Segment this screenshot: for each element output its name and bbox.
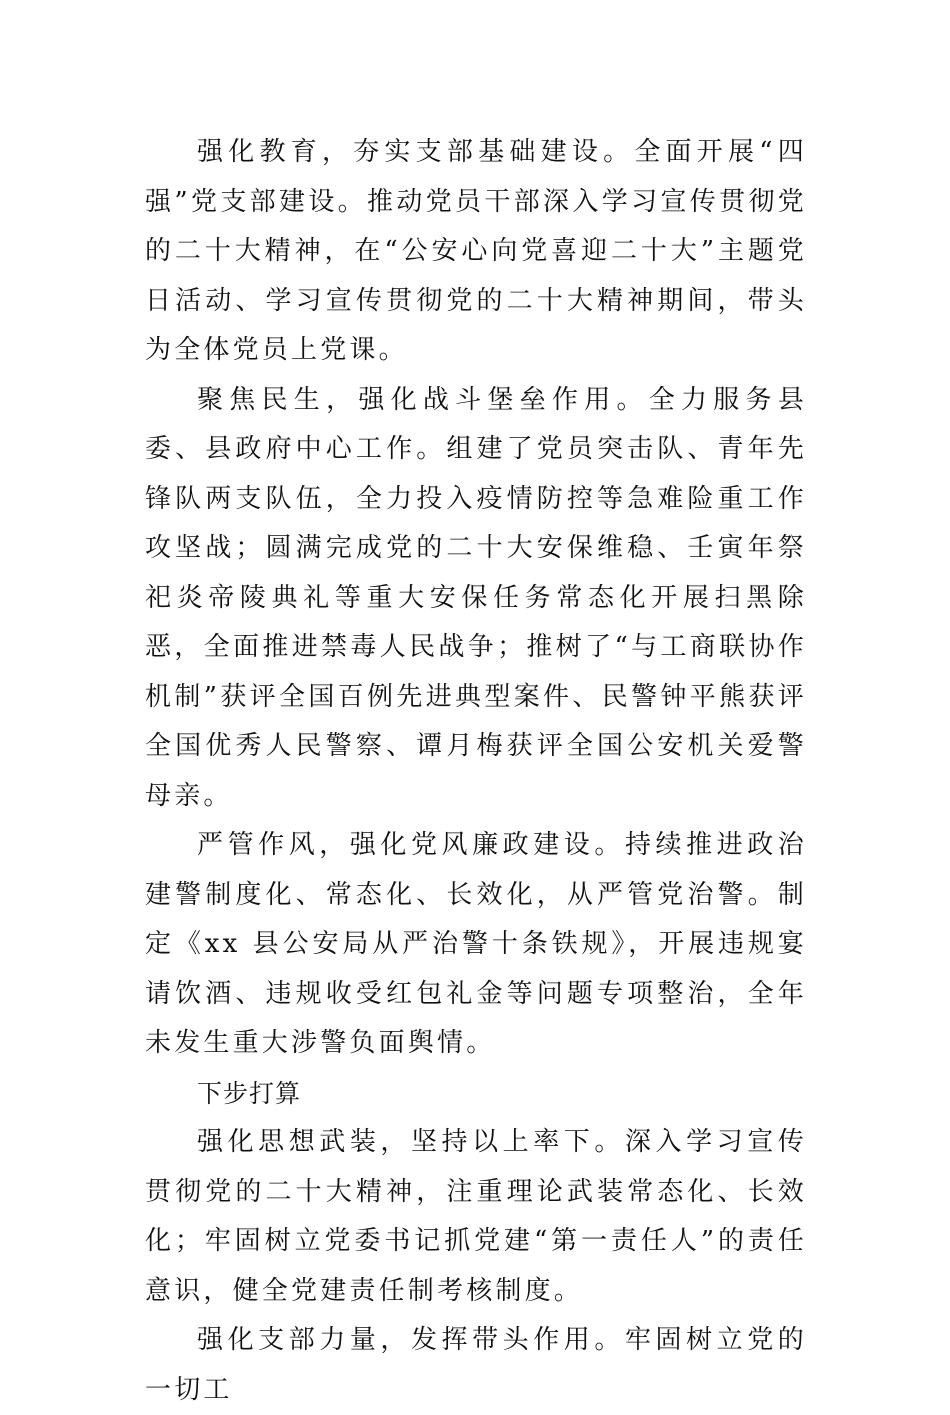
paragraph-education: 强化教育，夯实支部基础建设。全面开展“四强”党支部建设。推动党员干部深入学习宣传贯彻党的二十大精神，在“公安心向党喜迎二十大”主题党日活动、学习宣传贯彻党的二十大精神期间，带头为全体党员上党课。 [145,137,807,365]
paragraph-ideology: 强化思想武装，坚持以上率下。深入学习宣传贯彻党的二十大精神，注重理论武装常态化、长效化；牢固树立党委书记抓党建“第一责任人”的责任意识，健全党建责任制考核制度。 [145,1127,807,1306]
paragraph-discipline: 严管作风，强化党风廉政建设。持续推进政治建警制度化、常态化、长效化，从严管党治警。制定《xx 县公安局从严治警十条铁规》，开展违规宴请饮酒、违规收受红包礼金等问题专项整治，全年未发生重大涉警负面舆情。 [145,830,807,1058]
section-heading: 下步打算 [197,1078,302,1108]
paragraph-livelihood: 聚焦民生，强化战斗堡垒作用。全力服务县委、县政府中心工作。组建了党员突击队、青年先锋队两支队伍，全力投入疫情防控等急难险重工作攻坚战；圆满完成党的二十大安保维稳、壬寅年祭祀炎帝陵典礼等重大安保任务常态化开展扫黑除恶，全面推进禁毒人民战争；推树了“与工商联协作机制”获评全国百例先进典型案件、民警钟平熊获评全国优秀人民警察、谭月梅获评全国公安机关爱警母亲。 [145,384,807,811]
document-page [145,128,807,1415]
paragraph-branch-strength: 强化支部力量，发挥带头作用。牢固树立党的一切工 [145,1325,807,1405]
